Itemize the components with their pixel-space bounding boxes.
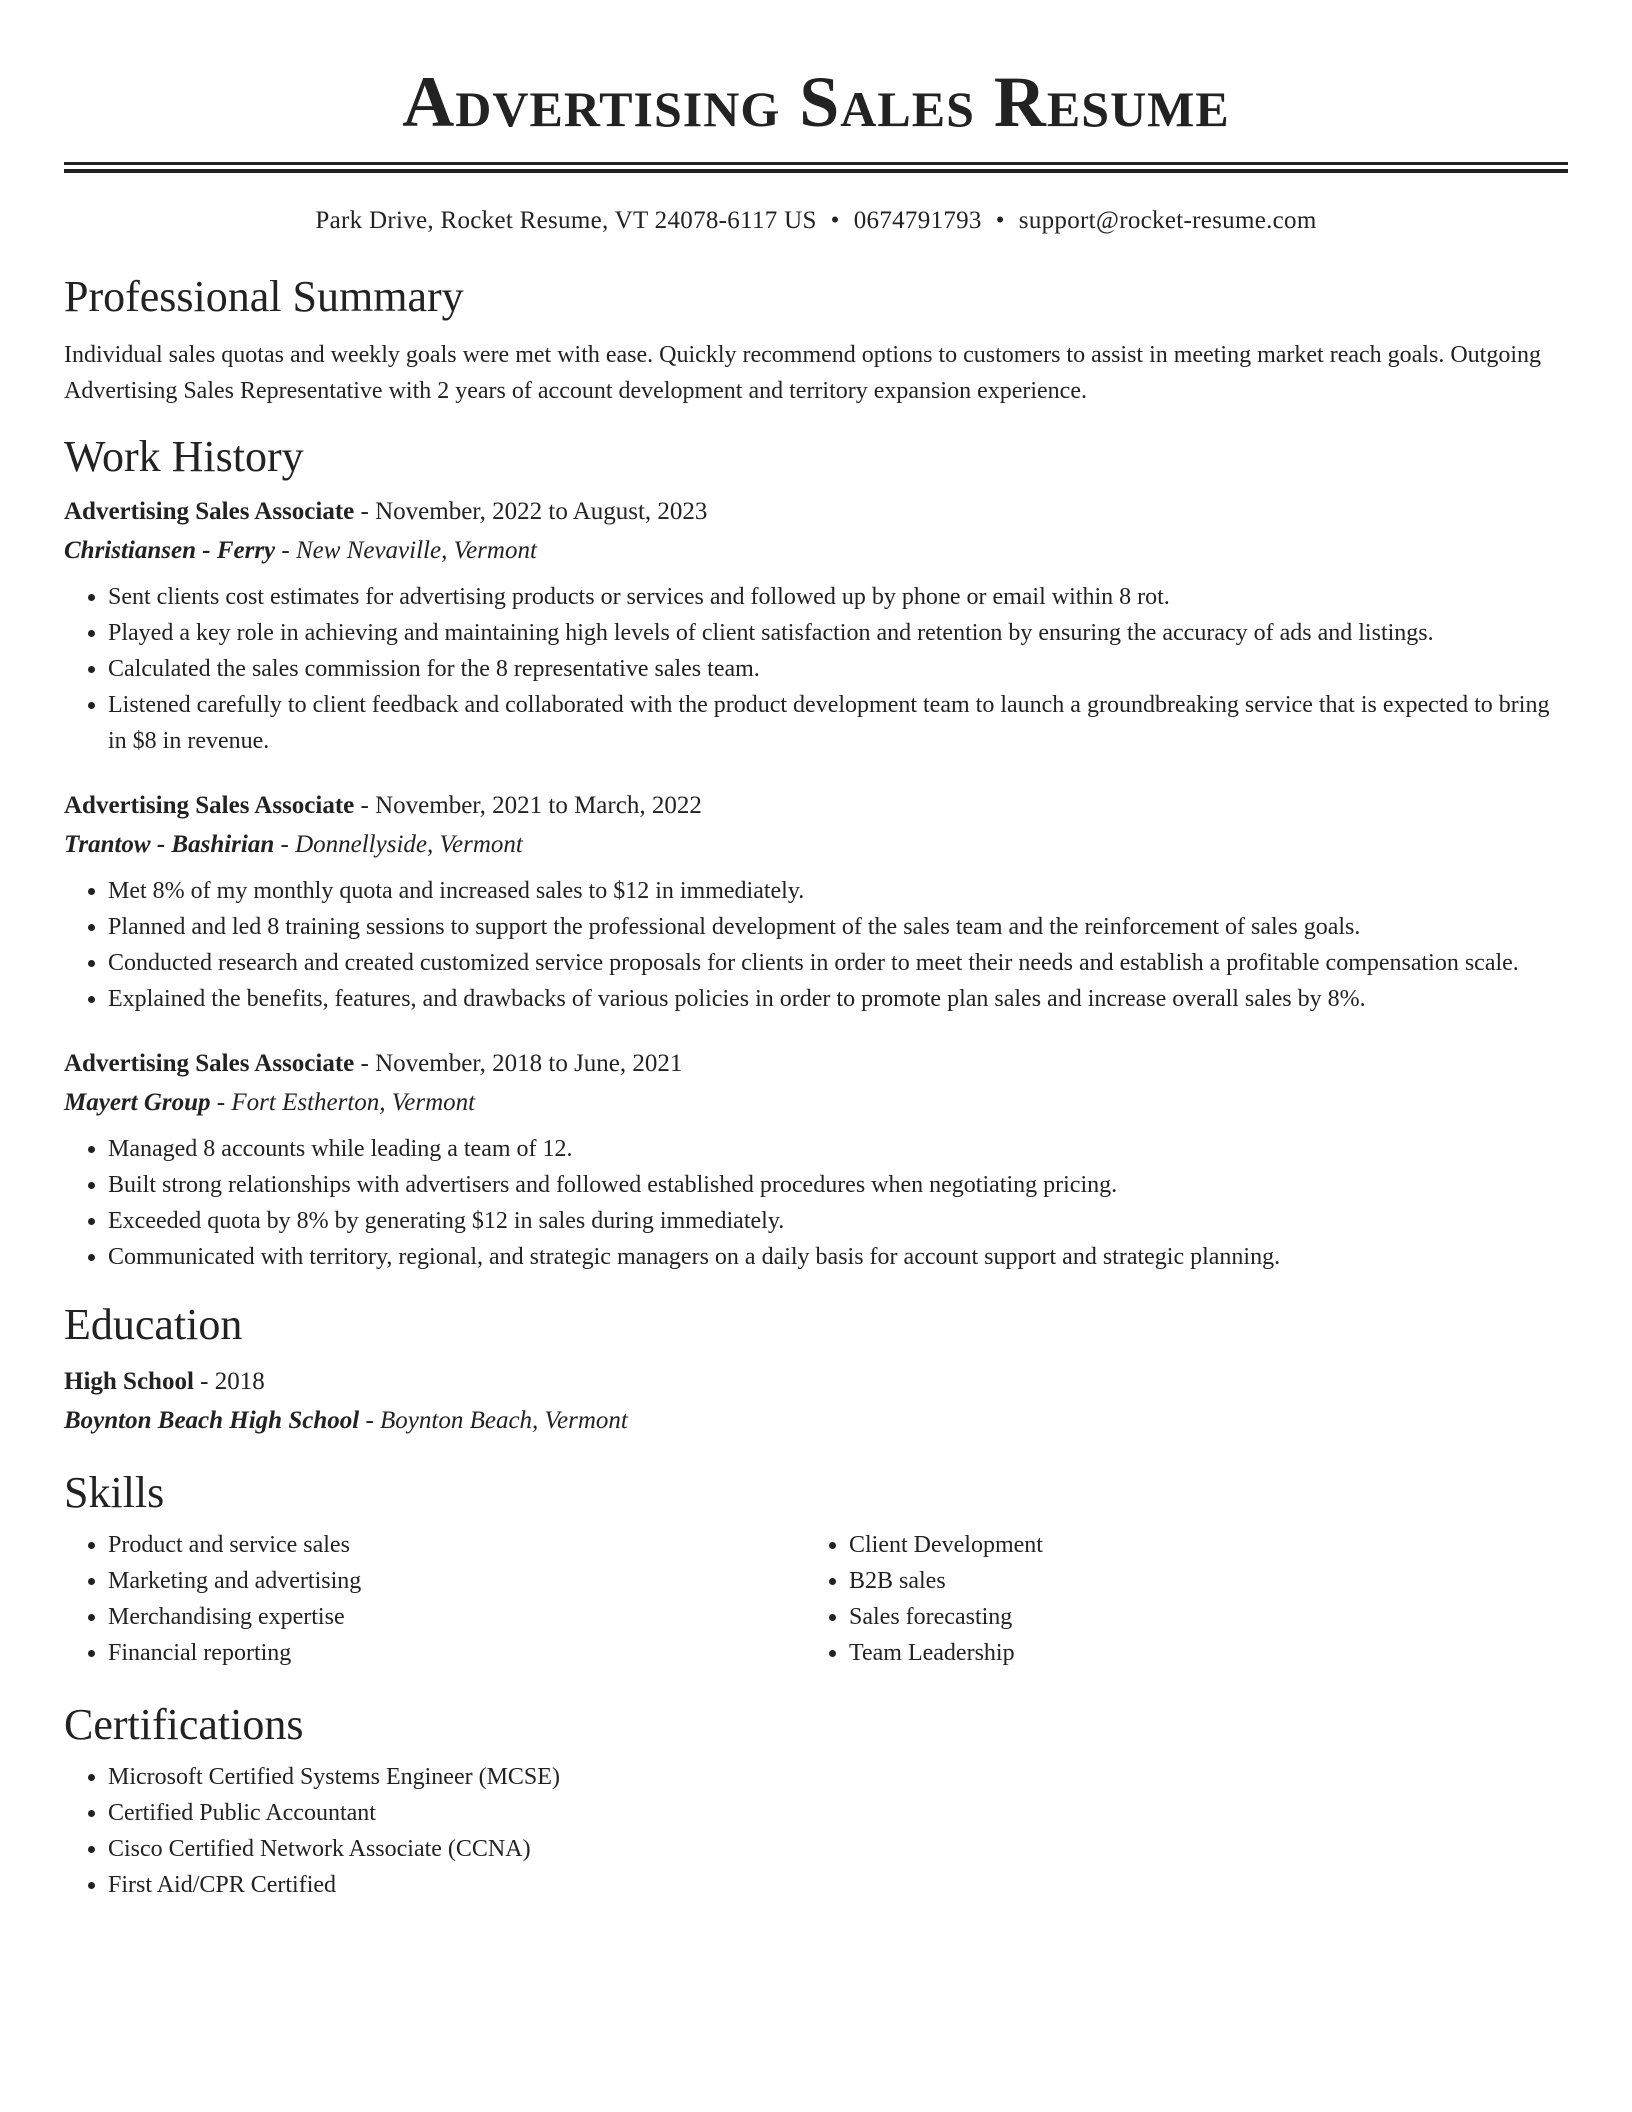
job-entry	[64, 493, 1568, 759]
skill-item: • Marketing and advertising	[108, 1563, 805, 1599]
job-bullet: • Conducted research and created customized service proposals for clients in order to meet their needs and establish a profitable compensation scale.	[108, 945, 1568, 981]
job-dates: - November, 2021 to March, 2022	[354, 792, 702, 819]
education-entry	[64, 1363, 1568, 1441]
contact-address: Park Drive, Rocket Resume, VT 24078-6117 US	[315, 207, 817, 234]
skill-item: • Team Leadership	[849, 1635, 1546, 1671]
summary-text: Individual sales quotas and weekly goals were met with ease. Quickly recommend options to customers to assist in meeting market reach goals. Outgoing Advertising Sales Representative with 2 years of account development and territory expansion experience.	[64, 342, 1541, 404]
education-location: - Boynton Beach, Vermont	[359, 1407, 628, 1434]
job-title: Advertising Sales Associate	[64, 792, 355, 819]
job-entry	[64, 787, 1568, 1017]
job-company: Trantow - Bashirian	[64, 831, 275, 858]
education-degree: High School	[64, 1368, 194, 1395]
job-location: - Donnellyside, Vermont	[274, 831, 523, 858]
job-bullet: • Managed 8 accounts while leading a team of 12.	[108, 1131, 1568, 1167]
section-heading-summary: Professional Summary	[64, 272, 464, 321]
job-bullet: • Sent clients cost estimates for advertising products or services and followed up by phone or email within 8 rot.	[108, 579, 1568, 615]
job-header	[64, 787, 1568, 825]
education-school: Boynton Beach High School	[64, 1407, 360, 1434]
resume-title: Advertising Sales Resume	[402, 62, 1230, 142]
job-bullet: • Planned and led 8 training sessions to support the professional development of the sales team and the reinforcement of sales goals.	[108, 909, 1568, 945]
education-year: - 2018	[193, 1368, 265, 1395]
skill-item: • Client Development	[849, 1527, 1546, 1563]
job-bullet: • Explained the benefits, features, and drawbacks of various policies in order to promote plan sales and increase overall sales by 8%.	[108, 981, 1568, 1017]
skills-column-left	[64, 1527, 805, 1671]
skills-grid	[64, 1527, 1568, 1671]
skill-item: • Financial reporting	[108, 1635, 805, 1671]
contact-separator: •	[830, 207, 840, 234]
certification-item: • First Aid/CPR Certified	[108, 1867, 1568, 1903]
job-bullet: • Listened carefully to client feedback and collaborated with the product development team to launch a groundbreaking service that is expected to bring in $8 in revenue.	[108, 687, 1568, 759]
job-bullet: • Built strong relationships with advertisers and followed established procedures when negotiating pricing.	[108, 1167, 1568, 1203]
skill-item: • Merchandising expertise	[108, 1599, 805, 1635]
job-location: - New Nevaville, Vermont	[275, 537, 537, 564]
certifications-list	[64, 1759, 1568, 1903]
job-bullets	[64, 579, 1568, 759]
skills-column-right	[805, 1527, 1546, 1671]
certification-item: • Certified Public Accountant	[108, 1795, 1568, 1831]
skill-item: • Product and service sales	[108, 1527, 805, 1563]
skill-item: • B2B sales	[849, 1563, 1546, 1599]
job-bullet: • Played a key role in achieving and maintaining high levels of client satisfaction and retention by ensuring the accuracy of ads and listings.	[108, 615, 1568, 651]
job-bullet: • Met 8% of my monthly quota and increased sales to $12 in immediately.	[108, 873, 1568, 909]
job-title: Advertising Sales Associate	[64, 1050, 355, 1077]
job-location: - Fort Estherton, Vermont	[210, 1089, 476, 1116]
certification-item: • Microsoft Certified Systems Engineer (MCSE)	[108, 1759, 1568, 1795]
job-bullet: • Exceeded quota by 8% by generating $12 in sales during immediately.	[108, 1203, 1568, 1239]
contact-email: support@rocket-resume.com	[1018, 207, 1317, 234]
certification-item: • Cisco Certified Network Associate (CCNA)	[108, 1831, 1568, 1867]
contact-separator: •	[995, 207, 1005, 234]
job-bullet: • Communicated with territory, regional, and strategic managers on a daily basis for account support and strategic planning.	[108, 1239, 1568, 1275]
title-double-rule	[64, 162, 1568, 165]
section-heading-education: Education	[64, 1300, 243, 1349]
contact-line	[64, 205, 1568, 237]
job-dates: - November, 2022 to August, 2023	[354, 498, 708, 525]
education-header	[64, 1363, 1568, 1401]
job-company: Mayert Group	[64, 1089, 211, 1116]
skill-item: • Sales forecasting	[849, 1599, 1546, 1635]
job-dates: - November, 2018 to June, 2021	[354, 1050, 683, 1077]
section-heading-skills: Skills	[64, 1468, 165, 1517]
job-bullets	[64, 1131, 1568, 1275]
job-company: Christiansen - Ferry	[64, 537, 276, 564]
job-employer	[64, 531, 1568, 571]
section-heading-work-history: Work History	[64, 432, 304, 481]
job-entry	[64, 1045, 1568, 1275]
contact-phone: 0674791793	[853, 207, 982, 234]
job-employer	[64, 1083, 1568, 1123]
job-employer	[64, 825, 1568, 865]
education-school-line	[64, 1401, 1568, 1441]
job-header	[64, 493, 1568, 531]
job-title: Advertising Sales Associate	[64, 498, 355, 525]
job-bullets	[64, 873, 1568, 1017]
job-bullet: • Calculated the sales commission for the 8 representative sales team.	[108, 651, 1568, 687]
section-heading-certifications: Certifications	[64, 1700, 304, 1749]
job-header	[64, 1045, 1568, 1083]
